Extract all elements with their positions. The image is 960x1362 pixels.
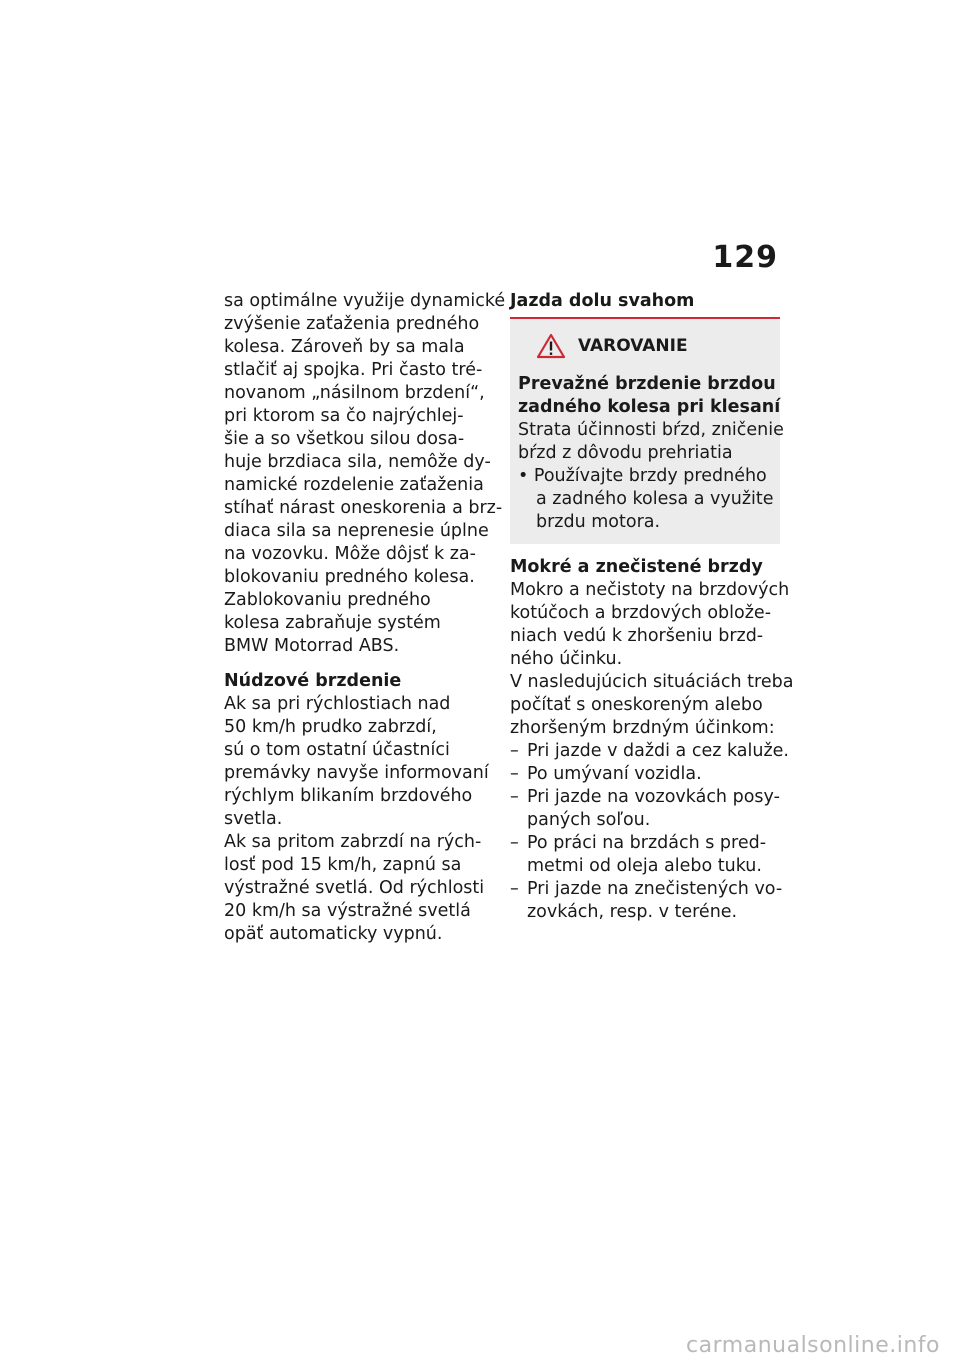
page-number: 129 [712, 240, 778, 275]
emergency-line: 50 km/h prudko zabrzdí, [224, 717, 437, 737]
list-item-text: Po umývaní vozidla. [527, 764, 702, 784]
list-item-text: Pri jazde na znečistených vo- [527, 879, 783, 899]
dash-marker: – [510, 787, 519, 807]
warning-bold-line: zadného kolesa pri klesaní [518, 397, 781, 417]
intro-line: novanom „násilnom brzdení“, [224, 383, 485, 403]
emergency-line: rýchlym blikaním brzdového [224, 786, 473, 806]
list-item [510, 878, 783, 924]
list-item-text: Pri jazde na vozovkách posy- [527, 787, 780, 807]
intro-line: šie a so všetkou silou dosa- [224, 429, 465, 449]
dash-marker: – [510, 833, 519, 853]
list-item-cont: paných soľou. [527, 810, 651, 830]
intro-line: na vozovku. Môže dôjsť k za- [224, 544, 476, 564]
intro-line: kolesa. Zároveň by sa mala [224, 337, 465, 357]
warning-title: VAROVANIE [578, 335, 688, 356]
wet-line: Mokro a nečistoty na brzdových [510, 580, 790, 600]
intro-line: sa optimálne využije dynamické [224, 291, 506, 311]
emergency-line: opäť automaticky vypnú. [224, 924, 443, 944]
emergency-line: premávky navyše informovaní [224, 763, 489, 783]
warning-bullet: • Používajte brzdy predného [518, 466, 767, 486]
warning-bold-line: Prevažné brzdenie brzdou [518, 374, 776, 394]
warning-bullet-cont: a zadného kolesa a využite [536, 489, 774, 509]
list-item-text: Pri jazde v daždi a cez kaluže. [527, 741, 789, 761]
intro-line: stíhať nárast oneskorenia a brz- [224, 498, 503, 518]
intro-line: BMW Motorrad ABS. [224, 636, 400, 656]
wet-line: kotúčoch a brzdových oblože- [510, 603, 772, 623]
list-item [510, 832, 780, 878]
intro-line: Zablokovaniu predného [224, 590, 431, 610]
intro-line: stlačiť aj spojka. Pri často tré- [224, 360, 483, 380]
list-item-cont: metmi od oleja alebo tuku. [527, 856, 762, 876]
warning-text-line: Strata účinnosti bŕzd, zničenie [518, 420, 784, 440]
list-item-cont: zovkách, resp. v teréne. [527, 902, 738, 922]
intro-line: blokovaniu predného kolesa. [224, 567, 475, 587]
wet-line: V nasledujúcich situáciách treba [510, 672, 794, 692]
right-column [510, 290, 794, 924]
list-item-text: Po práci na brzdách s pred- [527, 833, 767, 853]
wet-heading: Mokré a znečistené brzdy [510, 557, 763, 577]
intro-line: zvýšenie zaťaženia predného [224, 314, 480, 334]
warning-title-row [536, 333, 772, 359]
warning-triangle-icon [536, 333, 566, 359]
intro-line: huje brzdiaca sila, nemôže dy- [224, 452, 491, 472]
emergency-line: výstražné svetlá. Od rýchlosti [224, 878, 485, 898]
wet-line: počítať s oneskoreným alebo [510, 695, 763, 715]
emergency-line: losť pod 15 km/h, zapnú sa [224, 855, 462, 875]
list-item [510, 740, 789, 763]
footer-watermark: carmanualsonline.info [686, 1333, 940, 1358]
intro-line: namické rozdelenie zaťaženia [224, 475, 484, 495]
dash-marker: – [510, 879, 519, 899]
wet-line: ného účinku. [510, 649, 623, 669]
emergency-line: svetla. [224, 809, 283, 829]
dash-marker: – [510, 764, 519, 784]
list-item [510, 786, 780, 832]
warning-bullet-cont: brzdu motora. [536, 512, 661, 532]
dash-marker: – [510, 741, 519, 761]
emergency-line: Ak sa pritom zabrzdí na rých- [224, 832, 482, 852]
downhill-heading: Jazda dolu svahom [510, 291, 695, 311]
left-column [224, 290, 506, 946]
wet-line: niach vedú k zhoršeniu brzd- [510, 626, 764, 646]
emergency-heading: Núdzové brzdenie [224, 671, 402, 691]
list-item [510, 763, 780, 786]
intro-line: pri ktorom sa čo najrýchlej- [224, 406, 464, 426]
intro-line: kolesa zabraňuje systém [224, 613, 441, 633]
wet-line: zhoršeným brzdným účinkom: [510, 718, 775, 738]
emergency-line: sú o tom ostatní účastníci [224, 740, 450, 760]
warning-box [510, 319, 784, 544]
emergency-line: Ak sa pri rýchlostiach nad [224, 694, 451, 714]
warning-text-line: bŕzd z dôvodu prehriatia [518, 443, 733, 463]
emergency-line: 20 km/h sa výstražné svetlá [224, 901, 471, 921]
intro-line: diaca sila sa neprenesie úplne [224, 521, 489, 541]
